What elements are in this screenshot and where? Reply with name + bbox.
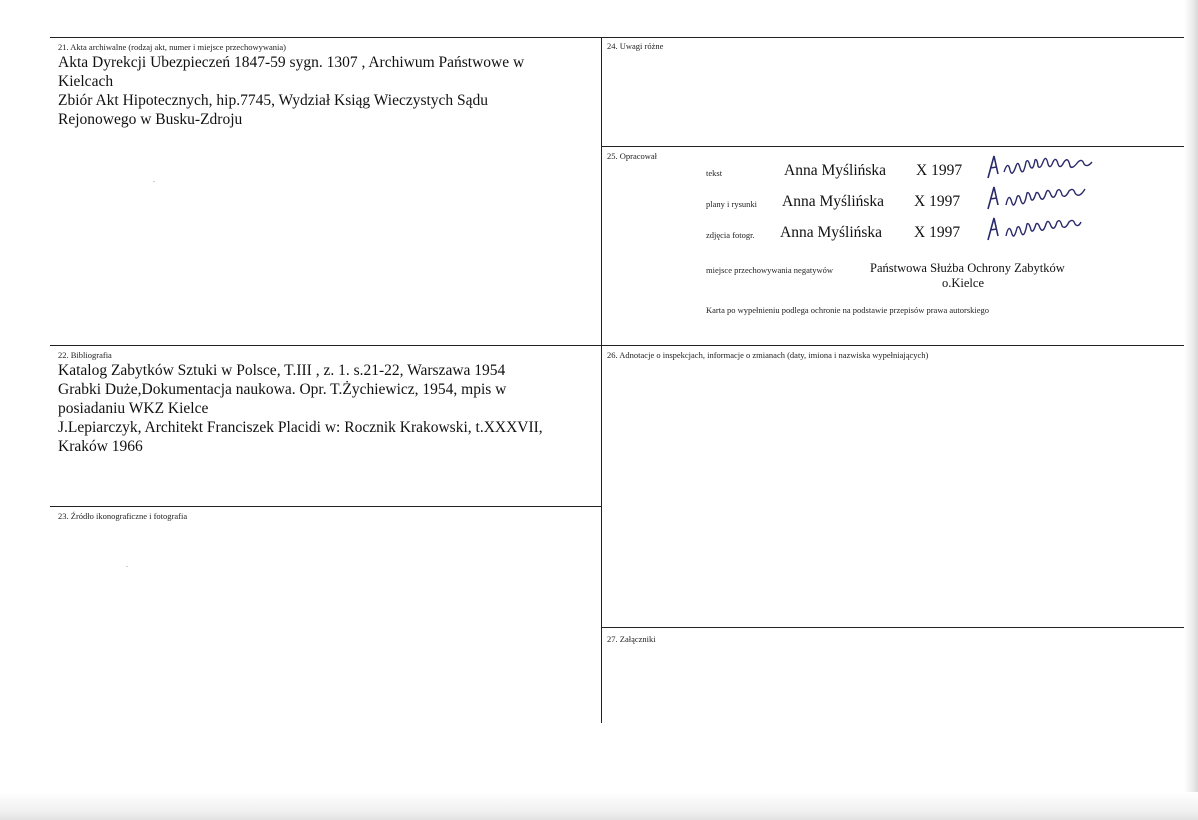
page-bottom-shadow bbox=[0, 792, 1198, 820]
page-edge-shadow bbox=[1184, 0, 1198, 820]
section-21-line: Zbiór Akt Hipotecznych, hip.7745, Wydział Ksiąg Wieczystych Sądu bbox=[58, 92, 489, 109]
storage-value-line1: Państwowa Służba Ochrony Zabytków bbox=[870, 261, 1065, 275]
bibliography-line: Grabki Duże,Dokumentacja naukowa. Opr. T.Żychiewicz, 1954, mpis w bbox=[58, 381, 507, 398]
center-divider-line bbox=[601, 37, 602, 723]
author-date: X 1997 bbox=[914, 193, 961, 210]
role-label-text: tekst bbox=[706, 168, 723, 178]
section-26-label: 26. Adnotacje o inspekcjach, informacje o zmianach (daty, imiona i nazwiska wypełniających) bbox=[607, 350, 929, 360]
section-21-line: Rejonowego w Busku-Zdroju bbox=[58, 111, 243, 128]
section-23-label: 23. Źródło ikonograficzne i fotografia bbox=[58, 511, 188, 521]
section-22-content bbox=[58, 361, 543, 456]
section-21-content bbox=[58, 53, 524, 129]
copyright-note: Karta po wypełnieniu podlega ochronie na podstawie przepisów prawa autorskiego bbox=[706, 305, 990, 315]
bibliography-line: posiadaniu WKZ Kielce bbox=[58, 400, 209, 417]
bibliography-line: J.Lepiarczyk, Architekt Franciszek Placidi w: Rocznik Krakowski, t.XXXVII, bbox=[58, 419, 543, 436]
scan-speck bbox=[153, 181, 155, 182]
top-border-line bbox=[50, 37, 1184, 38]
role-label-photos: zdjęcia fotogr. bbox=[706, 230, 755, 240]
signature-icon bbox=[984, 152, 1124, 182]
author-date: X 1997 bbox=[914, 224, 961, 241]
storage-label: miejsce przechowywania negatywów bbox=[706, 265, 833, 275]
author-name: Anna Myślińska bbox=[784, 162, 887, 179]
divider-24-25 bbox=[601, 146, 1184, 147]
signature-icon bbox=[984, 183, 1124, 213]
section-21-label: 21. Akta archiwalne (rodzaj akt, numer i miejsce przechowywania) bbox=[58, 42, 286, 52]
section-22-label: 22. Bibliografia bbox=[58, 350, 112, 360]
divider-22-23 bbox=[50, 506, 601, 507]
bibliography-line: Katalog Zabytków Sztuki w Polsce, T.III , z. 1. s.21-22, Warszawa 1954 bbox=[58, 362, 506, 379]
author-name: Anna Myślińska bbox=[780, 224, 883, 241]
section-27-label: 27. Załączniki bbox=[607, 634, 656, 644]
section-21-line: Akta Dyrekcji Ubezpieczeń 1847-59 sygn. 1307 , Archiwum Państwowe w bbox=[58, 54, 525, 71]
divider-26-27 bbox=[601, 627, 1184, 628]
storage-value-line2: o.Kielce bbox=[942, 276, 984, 290]
signature-icon bbox=[984, 214, 1124, 244]
author-name: Anna Myślińska bbox=[782, 193, 885, 210]
scan-speck bbox=[126, 566, 128, 567]
bibliography-line: Kraków 1966 bbox=[58, 438, 143, 455]
section-25-label: 25. Opracował bbox=[607, 151, 658, 161]
role-label-plans: plany i rysunki bbox=[706, 199, 757, 209]
section-24-label: 24. Uwagi różne bbox=[607, 41, 664, 51]
author-date: X 1997 bbox=[916, 162, 963, 179]
divider-21-22 bbox=[50, 345, 1184, 346]
section-21-line: Kielcach bbox=[58, 73, 114, 90]
